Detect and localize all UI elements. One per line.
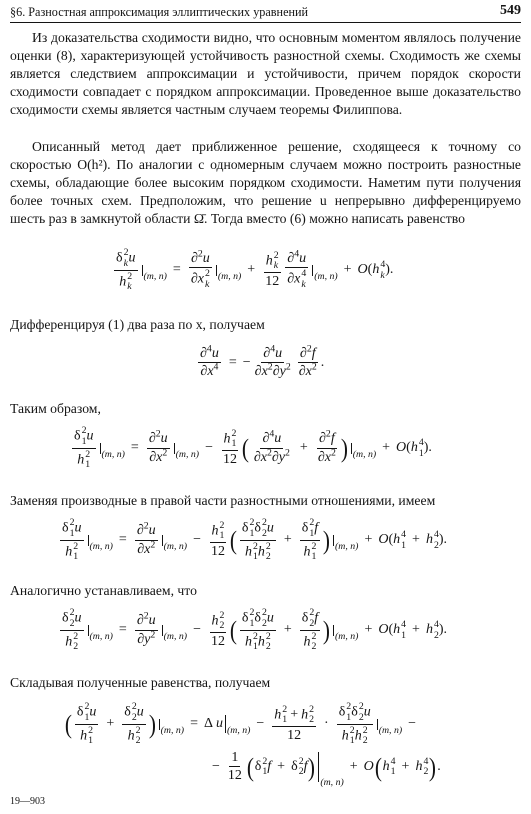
equation-fourth-derivative: $\frac{\partial^4u}{\partial x^4}$ = − $\frac{\partial^4u}{\partial x^2\partial y^2}$ $\frac{\partial^2f}{\partial x^2}$ . — [200, 343, 325, 380]
text-adding: Складывая полученные равенства, получаем — [10, 675, 271, 690]
equation-difference-quotient: δ 2 k u h 2 k (m, n) = ∂$^2$u ∂x 2 k (m, n) + h 2 k 12 ∂$^4$u ∂x 4 k (m, n) + O ( h 4 k ). — [116, 247, 394, 293]
text-thus: Таким образом, — [10, 401, 101, 416]
equation-replaced: δ 2 1 u h 2 1 (m, n) = $\frac{\partial^2u}{\partial x^2}$ (m, n) − h 2 1 12 ( δ 2 1 δ 2 2 u h 2 1 h 2 2 + δ 2 1 f h 2 1 ) (m, n) + O ( h 4 1 + h 4 2 ). — [62, 517, 448, 563]
running-header — [10, 2, 521, 23]
text-similarly: Аналогично устанавливаем, что — [10, 583, 197, 598]
footer-signature: 19—903 — [10, 796, 45, 807]
paragraph-higher-order: Описанный метод дает приближенное решение, сходящееся к точному со скоростью O(h²). По аналогии с одномерным случаем можно построить разностные схемы, обладающие более высоким порядком сходимости. Наметим пути получения более точных схем. Предположим, что решение u непрерывно дифференцируемо шесть раз в замкнутой области Ω̄. Тогда вместо (6) можно написать равенство — [10, 139, 521, 226]
page-number: 549 — [500, 3, 521, 18]
equation-sum-line1: ( δ 2 1 u h 2 1 + δ 2 2 u h 2 2 ) (m, n) = Δ u (m, n) − h 2 1 + h 2 2 12 · δ 2 1 δ 2 2 u h 2 1 h 2 2 (m, n) − — [64, 701, 417, 747]
equation-thus: δ 2 1 u h 2 1 (m, n) = $\frac{\partial^2u}{\partial x^2}$ (m, n) − h 2 1 12 ( $\frac{\partial^4u}{\partial x^2\partial y^2}$ + $\frac{\partial^2f}{\partial x^2}$ ) (m, n) + O ( h 4 1 ). — [74, 425, 432, 471]
paragraph-convergence: Из доказательства сходимости видно, что основным моментом являлось получение оценки (8), характеризующей устойчивость разностной схемы. Сходимость же схемы является следствием аппроксимации и устойчивости, причем порядок скорости сходимости совпадает с порядком аппроксимации. Проведенное выше доказательство сходимости схемы является частным случаем теоремы Филиппова. — [10, 30, 521, 117]
equation-sum-line2: − $\frac{1}{12}$ ( δ 2 1 f + δ 2 2 f ) (m, n) + O ( h 4 1 + h 4 2 ) . — [212, 750, 441, 788]
equation-similarly: δ 2 2 u h 2 2 (m, n) = $\frac{\partial^2u}{\partial y^2}$ (m, n) − h 2 2 12 ( δ 2 1 δ 2 2 u h 2 1 h 2 2 + δ 2 2 f h 2 2 ) (m, n) + O ( h 4 1 + h 4 2 ). — [62, 607, 448, 653]
text-differentiating: Дифференцируя (1) два раза по x, получаем — [10, 317, 265, 332]
section-title: §6. Разностная аппроксимация эллиптических уравнений — [10, 5, 309, 19]
text-replacing: Заменяя производные в правой части разностными отношениями, имеем — [10, 493, 436, 508]
